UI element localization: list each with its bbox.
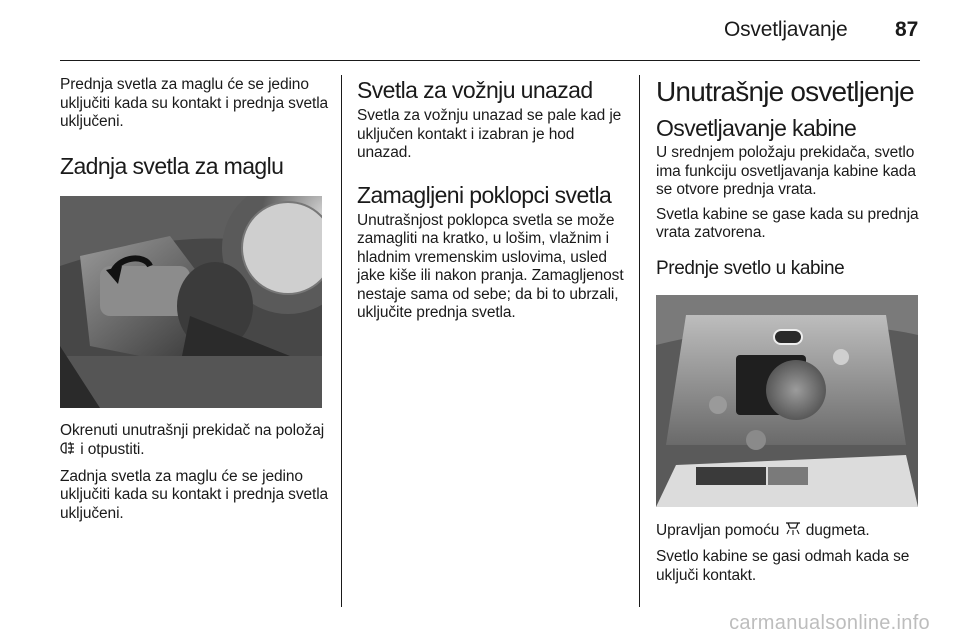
rear-fog-caption (60, 422, 330, 462)
interior-light-icon (784, 521, 802, 543)
rear-fog-lamp-icon (60, 440, 76, 462)
cabin-light-photo (656, 295, 918, 507)
page-header (0, 0, 960, 62)
caption-text: Okrenuti unutrašnji prekidač na položaj (60, 421, 325, 439)
page-number: 87 (895, 18, 919, 41)
caption-text: Upravljan pomoću (656, 521, 780, 539)
cabin-lighting-text: U srednjem položaju prekidača, svetlo ima funkciju osvetljavanja kabine kada se otvore prednja vrata. (656, 144, 916, 198)
section-title: Osvetljavanje (724, 18, 848, 41)
rear-fog-note: Zadnja svetla za maglu će se jedino uključiti kada su kontakt i prednja svetla uključeni. (60, 467, 329, 522)
fog-front-note: Prednja svetla za maglu će se jedino uključiti kada su kontakt i prednja svetla uključeni. (60, 76, 329, 130)
reverse-lights-heading: Svetla za vožnju unazad (357, 77, 593, 103)
header-divider (60, 60, 920, 61)
column-divider-1 (341, 75, 342, 607)
cabin-light-off-text: Svetlo kabine se gasi odmah kada se uključi kontakt. (656, 548, 910, 584)
cabin-lighting-off-text: Svetla kabine se gase kada su prednja vrata zatvorena. (656, 205, 919, 241)
cabin-lighting-heading: Osvetljavanje kabine (656, 115, 857, 141)
rear-fog-heading: Zadnja svetla za maglu (60, 152, 284, 179)
column-3 (656, 76, 926, 591)
reverse-lights-text: Svetla za vožnju unazad se pale kad je uključen kontakt i izabran je hod unazad. (357, 107, 622, 161)
column-1 (60, 76, 330, 529)
interior-lighting-heading: Unutrašnje osvetljenje (656, 76, 914, 107)
caption-text-end: i otpustiti. (76, 441, 145, 458)
front-cabin-light-heading: Prednje svetlo u kabine (656, 257, 845, 279)
caption-text-end: dugmeta. (801, 521, 870, 539)
light-switch-photo (60, 196, 322, 408)
column-2 (357, 76, 627, 329)
fogged-covers-text: Unutrašnjost poklopca svetla se može zamagliti na kratko, u lošim, vlažnim i hladnim vremenskim uslovima, usled jake kiše ili nakon pranja. Zamagljenost nestaje sama od sebe; da bi to ubrzali, uključite prednja svetla. (357, 211, 624, 321)
cabin-light-caption (656, 521, 926, 543)
watermark: carmanualsonline.info (729, 612, 930, 634)
column-divider-2 (639, 75, 640, 607)
fogged-covers-heading: Zamagljeni poklopci svetla (357, 181, 612, 208)
